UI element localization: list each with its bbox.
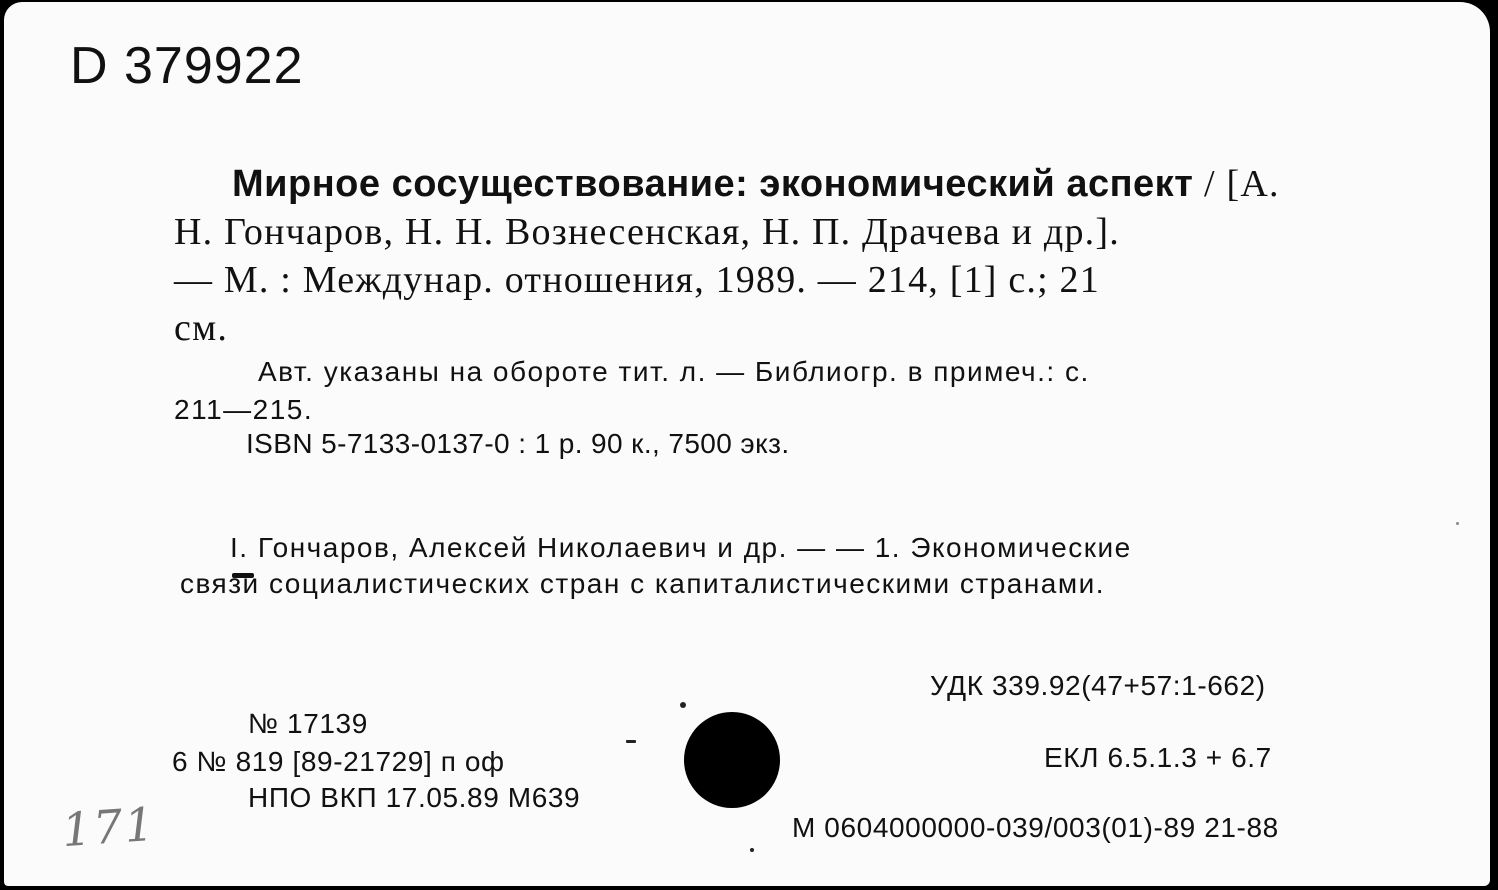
tracing-line-1: I. Гончаров, Алексей Николаевич и др. — — 1. Экономические [230,532,1132,563]
punch-hole [684,712,780,808]
tracing-line-2: связи социалистических стран с капиталистическими странами. [180,568,1106,599]
npo-line: НПО ВКП 17.05.89 М639 [248,782,581,813]
pencil-note: 171 [60,796,158,858]
responsibility-line: Н. Гончаров, Н. Н. Вознесенская, Н. П. Драчева и др.]. [174,211,1120,253]
size-line: см. [174,307,229,349]
title-line-1 [232,162,1280,206]
speck [1456,522,1459,525]
m-code: М 0604000000-039/003(01)-89 21-88 [792,812,1279,843]
speck [626,740,636,743]
udk-code: УДК 339.92(47+57:1-662) [930,670,1266,701]
order-number: № 17139 [248,708,368,739]
print-line: 6 № 819 [89-21729] п оф [172,746,505,777]
note-line-2: 211—215. [174,394,314,425]
title-responsibility-start: / [А. [1193,163,1280,205]
book-title: Мирное сосуществование: экономический аспект [232,163,1194,205]
catalog-card [4,2,1490,886]
note-line-1: Авт. указаны на обороте тит. л. — Библиогр. в примеч.: с. [258,356,1090,387]
publication-line: — М. : Междунар. отношения, 1989. — 214, [1] с.; 21 [174,259,1100,301]
speck [750,848,754,852]
catalog-number: D 379922 [70,37,304,95]
speck [680,702,686,708]
isbn-line: ISBN 5-7133-0137-0 : 1 р. 90 к., 7500 экз. [246,428,790,459]
ekl-code: ЕКЛ 6.5.1.3 + 6.7 [1044,742,1272,773]
